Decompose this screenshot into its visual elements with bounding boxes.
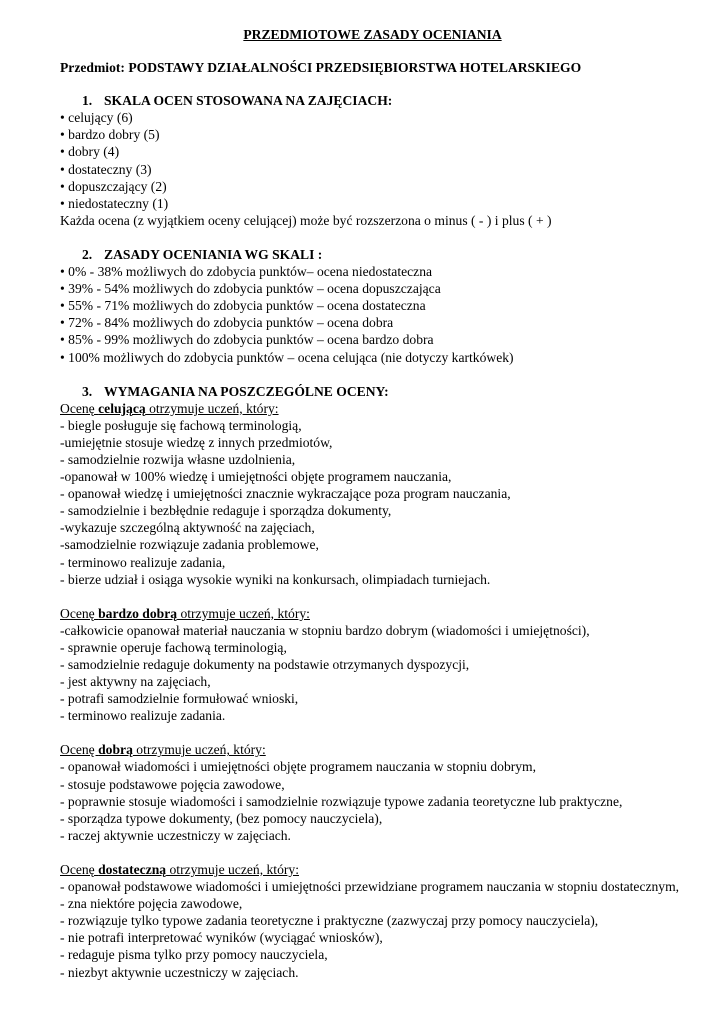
requirement-item: - rozwiązuje tylko typowe zadania teoretyczne i praktyczne (zazwyczaj przy pomocy nauczyciela), [60,913,599,929]
requirement-item: - raczej aktywnie uczestniczy w zajęciach. [60,827,291,843]
scale-item: • dopuszczający (2) [60,178,167,194]
requirement-item: - stosuje podstawowe pojęcia zawodowe, [60,776,285,792]
section-3-title: WYMAGANIA NA POSZCZEGÓLNE OCENY: [104,383,389,399]
requirement-item: - samodzielnie i bezbłędnie redaguje i sporządza dokumenty, [60,503,392,519]
requirement-item: - opanował podstawowe wiadomości i umiejętności przewidziane programem nauczania w stopniu dostatecznym, [60,879,680,895]
scale-item: • dobry (4) [60,144,120,160]
subject-line: Przedmiot: PODSTAWY DZIAŁALNOŚCI PRZEDSIĘBIORSTWA HOTELARSKIEGO [60,60,582,76]
scale-item: • celujący (6) [60,110,133,126]
rule-item: • 72% - 84% możliwych do zdobycia punktów – ocena dobra [60,315,394,331]
rule-item: • 39% - 54% możliwych do zdobycia punktów – ocena dopuszczająca [60,281,441,297]
grade-dobra-heading [60,741,685,758]
grade-heading-pre: Ocenę [60,605,99,621]
requirement-item: -samodzielnie rozwiązuje zadania problemowe, [60,537,319,553]
requirement-item: - redaguje pisma tylko przy pomocy nauczyciela, [60,947,328,963]
section-3-heading [60,383,685,400]
spacer [60,229,685,246]
requirement-item: -całkowicie opanował materiał nauczania w stopniu bardzo dobrym (wiadomości i umiejętności), [60,622,590,638]
grade-heading-post: otrzymuje uczeń, który: [166,861,299,877]
grade-heading-pre: Ocenę [60,400,99,416]
grade-heading-post: otrzymuje uczeń, który: [132,742,266,758]
requirement-item: -wykazuje szczególną aktywność na zajęciach, [60,520,315,536]
requirement-item: - opanował wiadomości i umiejętności objęte programem nauczania w stopniu dobrym, [60,759,537,775]
grade-dostateczna-heading [60,861,685,878]
scale-item: • dostateczny (3) [60,161,152,177]
requirement-item: - biegle posługuje się fachową terminologią, [60,417,302,433]
grade-bardzo-dobra-heading [60,605,685,622]
requirement-item: - samodzielnie redaguje dokumenty na podstawie otrzymanych dyspozycji, [60,657,470,672]
requirement-item: - niezbyt aktywnie uczestniczy w zajęciach. [60,964,299,980]
spacer [60,724,685,741]
requirement-item: - terminowo realizuje zadania. [60,708,226,724]
requirement-item: - bierze udział i osiąga wysokie wyniki na konkursach, olimpiadach turniejach. [60,571,491,587]
rule-item: • 0% - 38% możliwych do zdobycia punktów– ocena niedostateczna [60,264,433,280]
grade-heading-post: otrzymuje uczeń, który: [177,605,310,621]
requirement-item: - samodzielnie rozwija własne uzdolnienia, [60,451,296,467]
scale-item: • niedostateczny (1) [60,195,169,211]
requirement-item: - nie potrafi interpretować wyników (wyciągać wniosków), [60,930,383,946]
section-2-heading [60,246,685,263]
spacer [60,588,685,605]
requirement-item: - poprawnie stosuje wiadomości i samodzielnie rozwiązuje typowe zadania teoretyczne lub praktyczne, [60,793,623,809]
rule-item: • 85% - 99% możliwych do zdobycia punktów – ocena bardzo dobra [60,332,434,348]
section-1-number: 1. [82,93,93,109]
rule-item: • 100% możliwych do zdobycia punktów – ocena celująca (nie dotyczy kartkówek) [60,349,514,365]
grade-name: dobrą [98,742,133,758]
section-2-title: ZASADY OCENIANIA WG SKALI : [104,246,323,262]
section-1-heading [60,92,685,109]
grade-heading-pre: Ocenę [60,742,99,758]
spacer [60,366,685,383]
requirement-item: - jest aktywny na zajęciach, [60,674,211,690]
scale-note: Każda ocena (z wyjątkiem oceny celującej) może być rozszerzona o minus ( - ) i plus ( + ) [60,212,552,228]
grade-heading-post: otrzymuje uczeń, który: [145,400,279,416]
requirement-item: - sprawnie operuje fachową terminologią, [60,639,287,655]
requirement-item: - terminowo realizuje zadania, [60,554,226,570]
requirement-item: -opanował w 100% wiedzę i umiejętności objęte programem nauczania, [60,469,452,485]
requirement-item: - sporządza typowe dokumenty, (bez pomocy nauczyciela), [60,810,383,826]
section-2-number: 2. [82,246,93,262]
section-3-number: 3. [82,383,93,399]
grade-name: celującą [98,400,146,416]
rule-item: • 55% - 71% możliwych do zdobycia punktów – ocena dostateczna [60,298,426,314]
grade-celujaca-heading [60,400,685,417]
section-1-title: SKALA OCEN STOSOWANA NA ZAJĘCIACH: [104,93,393,109]
grade-name: dostateczną [98,861,167,877]
grade-name: bardzo dobrą [98,605,178,621]
scale-item: • bardzo dobry (5) [60,127,160,143]
requirement-item: - zna niektóre pojęcia zawodowe, [60,896,243,912]
requirement-item: -umiejętnie stosuje wiedzę z innych przedmiotów, [60,434,333,450]
spacer [60,844,685,861]
requirement-item: - opanował wiedzę i umiejętności znacznie wykraczające poza program nauczania, [60,486,511,502]
document-title: PRZEDMIOTOWE ZASADY OCENIANIA [243,27,502,42]
grade-heading-pre: Ocenę [60,861,99,877]
requirement-item: - potrafi samodzielnie formułować wnioski, [60,691,299,707]
